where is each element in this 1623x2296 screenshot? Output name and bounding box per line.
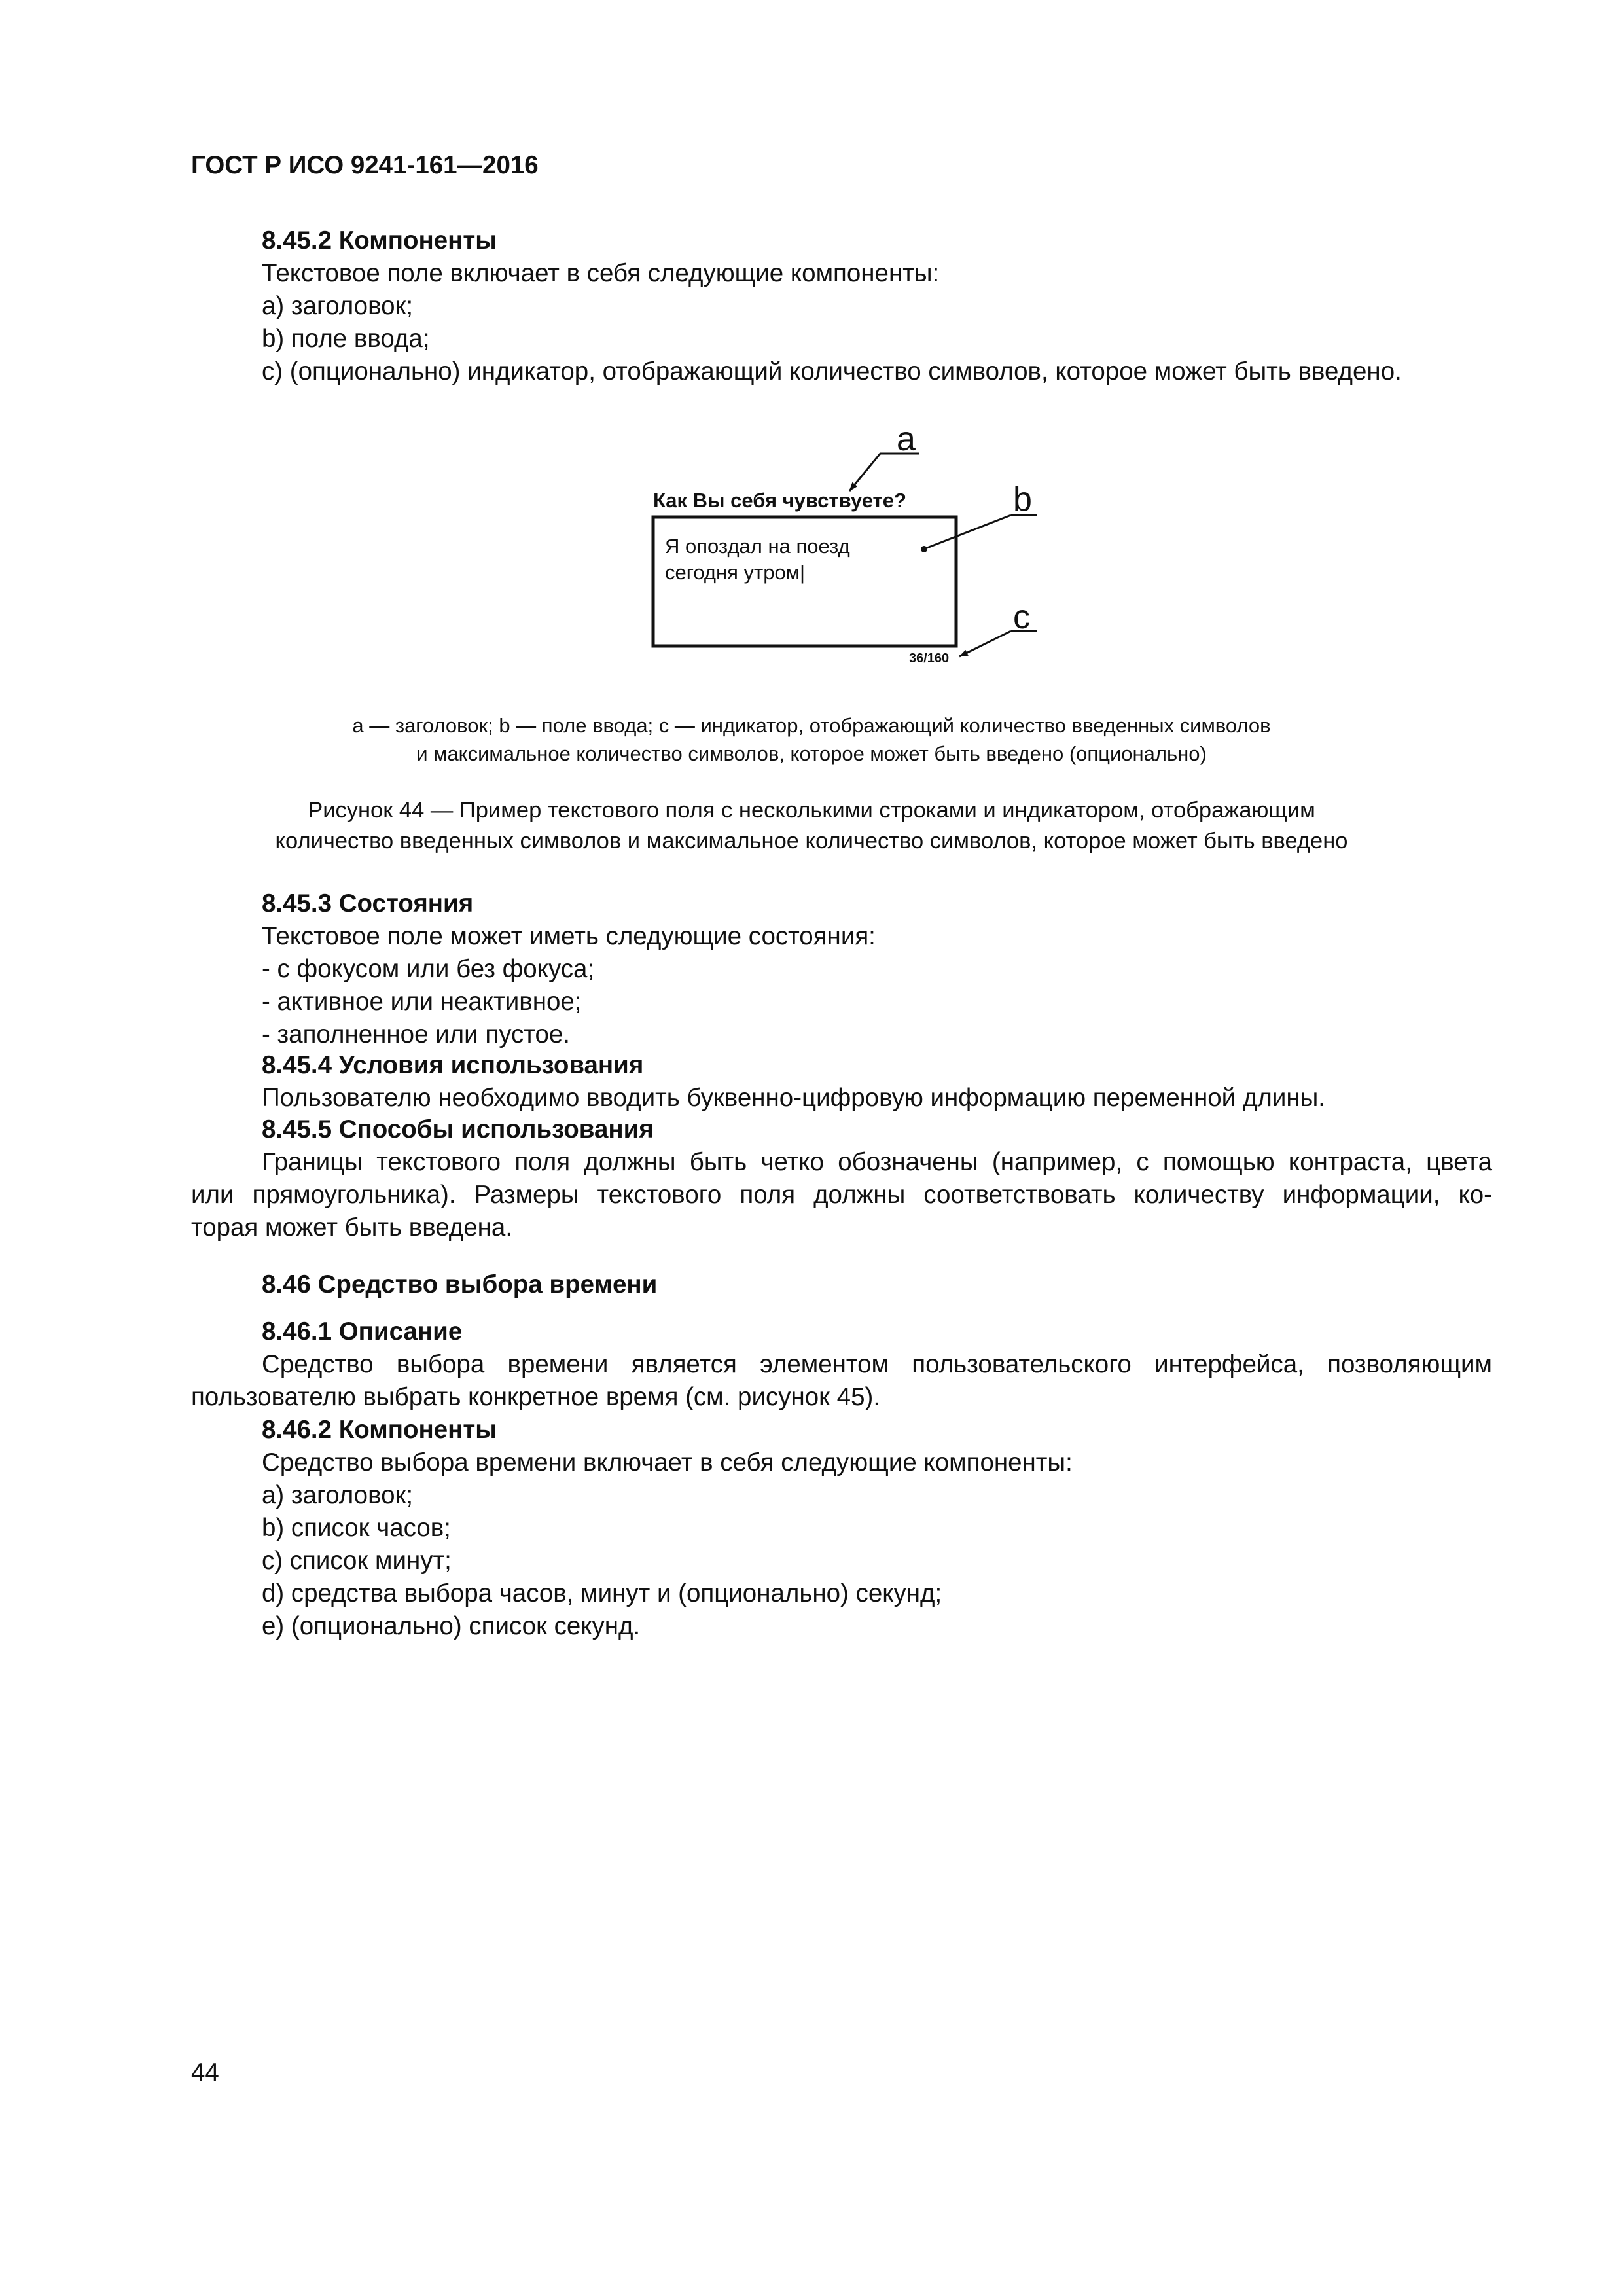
figure-44 <box>0 0 1623 720</box>
paragraph: Пользователю необходимо вводить буквенно-цифровую информацию переменной длины. <box>262 1084 1325 1112</box>
figure-caption-line: Рисунок 44 — Пример текстового поля с несколькими строками и индикатором, отображающим <box>308 798 1315 823</box>
callout-label-c: с <box>1013 598 1030 636</box>
paragraph: Текстовое поле включает в себя следующие компоненты: <box>262 259 940 287</box>
list-item: с) список минут; <box>262 1547 452 1575</box>
callout-arrow-c <box>959 631 1011 656</box>
paragraph-line: Границы текстового поля должны быть четко обозначены (например, с помощью контраста, цвета <box>262 1148 1492 1176</box>
list-item: а) заголовок; <box>262 1481 414 1509</box>
list-item: - заполненное или пустое. <box>262 1020 570 1049</box>
figure-legend-line: и максимальное количество символов, которое может быть введено (опционально) <box>416 742 1207 765</box>
callout-arrow-a <box>849 454 880 491</box>
section-heading: 8.45.4 Условия использования <box>262 1051 644 1079</box>
field-text-line: сегодня утром| <box>665 561 806 584</box>
list-item: d) средства выбора часов, минут и (опционально) секунд; <box>262 1579 942 1607</box>
figure-legend-line: а — заголовок; b — поле ввода; с — индикатор, отображающий количество введенных символов <box>352 714 1271 737</box>
paragraph-line: или прямоугольника). Размеры текстового поля должны соответствовать количеству информации, ко- <box>191 1181 1492 1209</box>
list-item: b) поле ввода; <box>262 325 430 353</box>
section-heading: 8.46 Средство выбора времени <box>262 1270 658 1299</box>
callout-dot-b <box>921 546 927 552</box>
figure-caption-line: количество введенных символов и максимальное количество символов, которое может быть введено <box>275 829 1348 853</box>
field-title: Как Вы себя чувствуете? <box>653 489 906 512</box>
paragraph: Средство выбора времени включает в себя следующие компоненты: <box>262 1448 1073 1477</box>
paragraph-line: Средство выбора времени является элементом пользовательского интерфейса, позволяющим <box>262 1350 1492 1378</box>
section-heading: 8.45.2 Компоненты <box>262 226 497 255</box>
list-item: - с фокусом или без фокуса; <box>262 955 595 983</box>
paragraph-line: торая может быть введена. <box>191 1213 513 1242</box>
list-item: b) список часов; <box>262 1514 451 1542</box>
document-header: ГОСТ Р ИСО 9241-161—2016 <box>191 151 539 179</box>
list-item: а) заголовок; <box>262 292 414 320</box>
section-heading: 8.45.5 Способы использования <box>262 1115 654 1143</box>
section-heading: 8.45.3 Состояния <box>262 889 474 918</box>
callout-label-b: b <box>1013 480 1032 518</box>
paragraph-line: пользователю выбрать конкретное время (см. рисунок 45). <box>191 1383 881 1411</box>
field-text-line: Я опоздал на поезд <box>665 535 850 558</box>
paragraph: Текстовое поле может иметь следующие состояния: <box>262 922 876 950</box>
character-counter: 36/160 <box>909 651 950 666</box>
list-item: с) (опционально) индикатор, отображающий количество символов, которое может быть введено. <box>262 357 1402 386</box>
list-item: - активное или неактивное; <box>262 988 582 1016</box>
list-item: е) (опционально) список секунд. <box>262 1612 641 1640</box>
section-heading: 8.46.2 Компоненты <box>262 1416 497 1444</box>
section-heading: 8.46.1 Описание <box>262 1318 463 1346</box>
callout-label-a: а <box>897 420 916 458</box>
page-number: 44 <box>191 2058 219 2087</box>
